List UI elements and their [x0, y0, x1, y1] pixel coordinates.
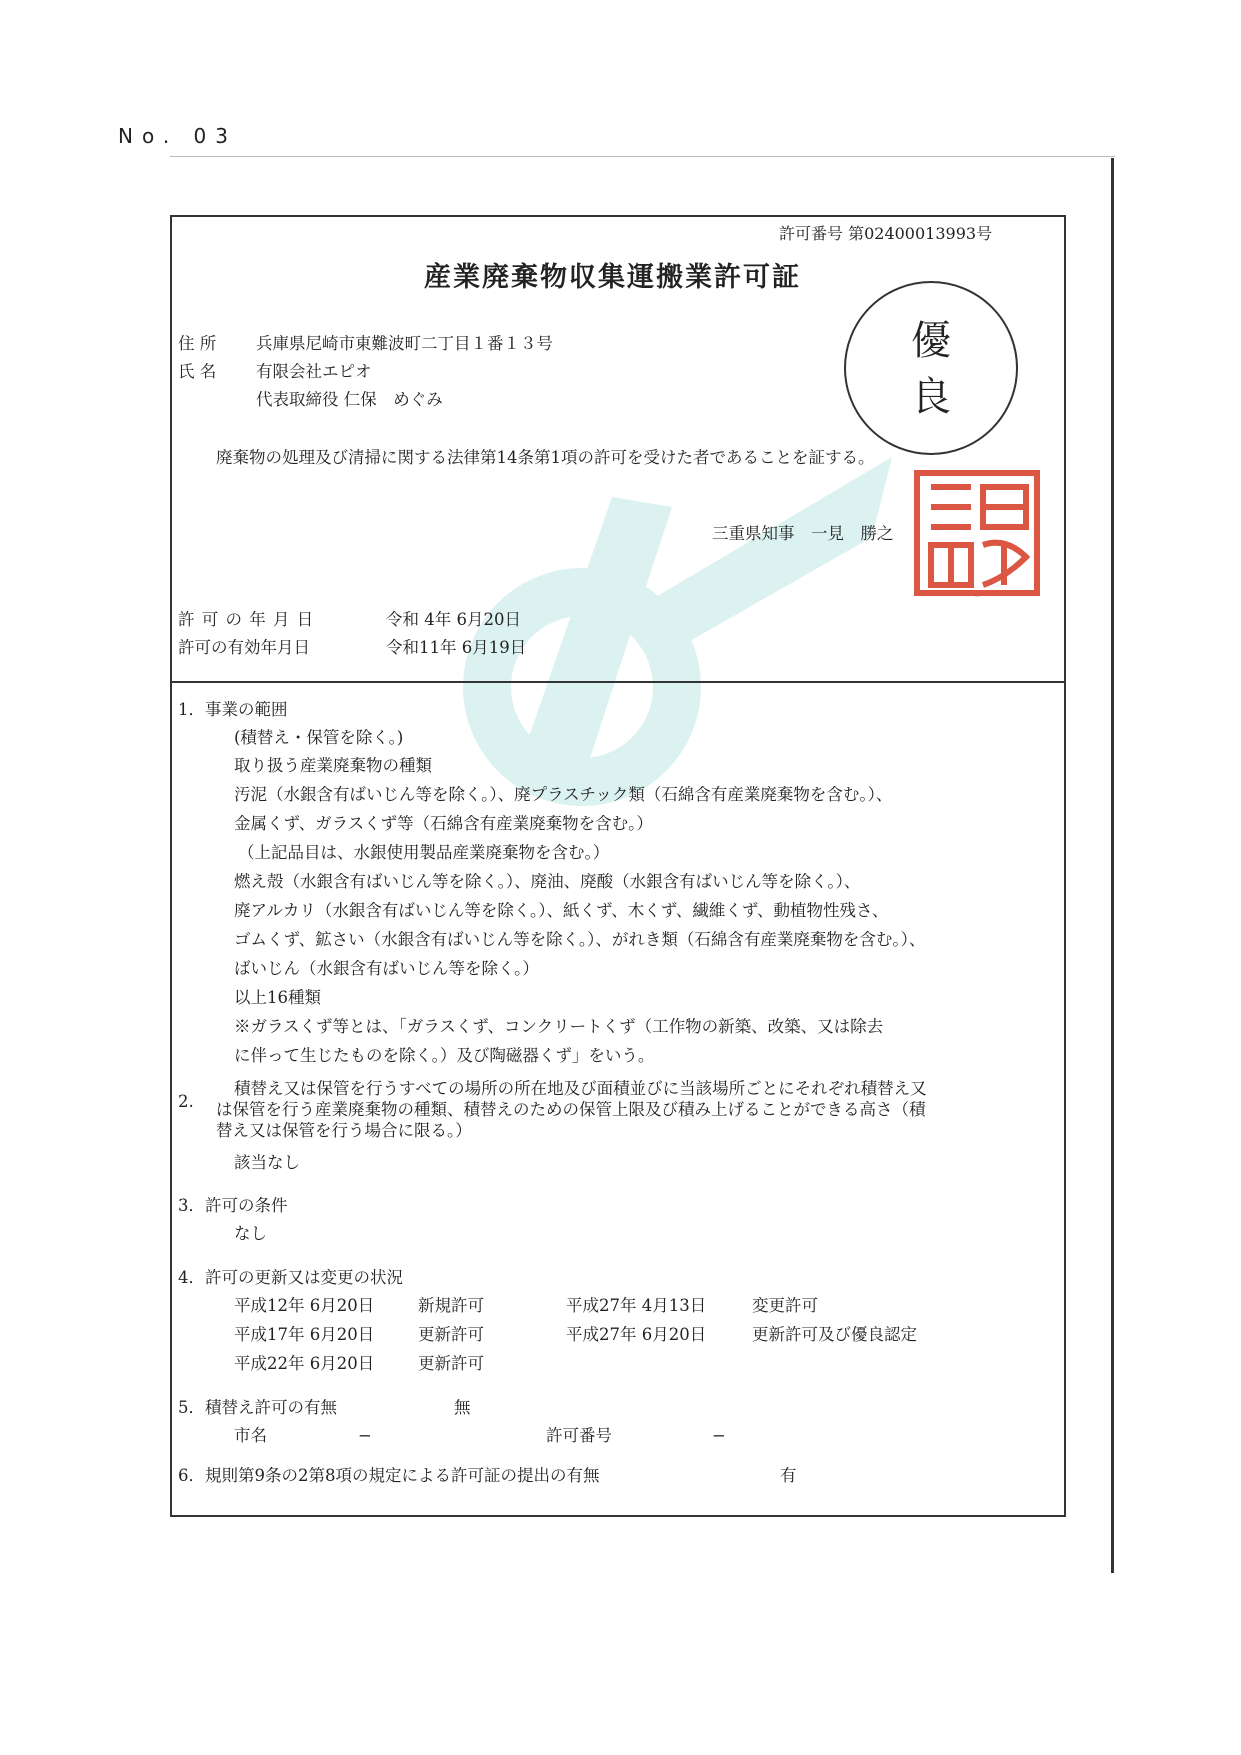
- section-1-line: （上記品目は、水銀使用製品産業廃棄物を含む。）: [238, 843, 610, 862]
- section-2-text: 替え又は保管を行う場合に限る。）: [216, 1121, 472, 1140]
- section-1-line: 燃え殻（水銀含有ばいじん等を除く。）、廃油、廃酸（水銀含有ばいじん等を除く。）、: [234, 872, 861, 891]
- address-value: 兵庫県尼崎市東難波町二丁目１番１３号: [256, 334, 553, 353]
- transfer-permit-value: −: [712, 1426, 726, 1445]
- section-3-heading: 3．許可の条件: [178, 1196, 288, 1215]
- official-seal: [911, 467, 1043, 599]
- section-5-heading: 5．積替え許可の有無: [178, 1398, 337, 1417]
- section-2-value: 該当なし: [234, 1153, 300, 1172]
- section-1-line: 取り扱う産業廃棄物の種類: [234, 756, 432, 775]
- section-1-line: 汚泥（水銀含有ばいじん等を除く。）、廃プラスチック類（石綿含有産業廃棄物を含む。）、: [234, 785, 893, 804]
- scan-edge-right: [1111, 158, 1114, 1573]
- excellent-stamp: [844, 281, 1018, 455]
- section-2-text: は保管を行う産業廃棄物の種類、積替えのための保管上限及び積み上げることができる高さ（積: [216, 1100, 926, 1119]
- history-type: 更新許可及び優良認定: [752, 1325, 917, 1344]
- section-1-line: ゴムくず、鉱さい（水銀含有ばいじん等を除く。）、がれき類（石綿含有産業廃棄物を含む。）、: [234, 930, 926, 949]
- section-6-value: 有: [780, 1466, 797, 1485]
- section-1-line: ※ガラスくず等とは、「ガラスくず、コンクリートくず（工作物の新築、改築、又は除去: [234, 1017, 884, 1036]
- section-1-line: (積替え・保管を除く。): [234, 728, 404, 747]
- section-1-line: ばいじん（水銀含有ばいじん等を除く。）: [234, 959, 539, 978]
- transfer-permit-label: 許可番号: [546, 1426, 612, 1445]
- history-date: 平成22年 6月20日: [234, 1354, 375, 1373]
- stamp-char-2: 良: [911, 374, 951, 420]
- section-3-value: なし: [234, 1224, 267, 1243]
- representative: 代表取締役 仁保 めぐみ: [256, 390, 443, 409]
- history-date: 平成27年 6月20日: [566, 1325, 707, 1344]
- expiry-date-label: 許可の有効年月日: [178, 638, 310, 657]
- history-date: 平成27年 4月13日: [566, 1296, 707, 1315]
- section-1-line: 以上16種類: [234, 988, 321, 1007]
- company-name: 有限会社エピオ: [256, 362, 372, 381]
- history-type: 変更許可: [752, 1296, 818, 1315]
- document-number: No. 03: [118, 124, 238, 148]
- section-2-number: 2.: [178, 1092, 194, 1111]
- stamp-char-1: 優: [911, 318, 951, 364]
- history-date: 平成12年 6月20日: [234, 1296, 375, 1315]
- history-type: 新規許可: [418, 1296, 484, 1315]
- history-date: 平成17年 6月20日: [234, 1325, 375, 1344]
- certification-statement: 廃棄物の処理及び清掃に関する法律第14条第1項の許可を受けた者であることを証する。: [216, 448, 875, 467]
- permit-date-label: 許 可 の 年 月 日: [178, 610, 315, 629]
- permit-date: 令和 4年 6月20日: [386, 610, 521, 629]
- name-label: 氏 名: [178, 362, 217, 381]
- address-label: 住 所: [178, 334, 217, 353]
- seal-text: 三重県知事印: [974, 597, 980, 598]
- section-1-line: に伴って生じたものを除く。）及び陶磁器くず」をいう。: [234, 1046, 655, 1065]
- section-1-line: 金属くず、ガラスくず等（石綿含有産業廃棄物を含む。）: [234, 814, 653, 833]
- city-label: 市名: [234, 1426, 267, 1445]
- section-6-heading: 6．規則第9条の2第8項の規定による許可証の提出の有無: [178, 1466, 600, 1485]
- section-1-line: 廃アルカリ（水銀含有ばいじん等を除く。）、紙くず、木くず、繊維くず、動植物性残さ、: [234, 901, 889, 920]
- section-2-text: 積替え又は保管を行うすべての場所の所在地及び面積並びに当該場所ごとにそれぞれ積替え又: [234, 1079, 927, 1098]
- city-value: −: [358, 1426, 372, 1445]
- certificate-frame: [170, 215, 1066, 1517]
- history-type: 更新許可: [418, 1354, 484, 1373]
- section-divider: [172, 681, 1064, 683]
- section-1-heading: 1．事業の範囲: [178, 700, 288, 719]
- page-title: 産業廃棄物収集運搬業許可証: [424, 262, 801, 293]
- section-4-heading: 4．許可の更新又は変更の状況: [178, 1268, 403, 1287]
- section-5-value: 無: [454, 1398, 471, 1417]
- issuer-name: 三重県知事 一見 勝之: [712, 524, 894, 543]
- expiry-date: 令和11年 6月19日: [386, 638, 527, 657]
- scan-edge-top: [170, 156, 1115, 157]
- history-type: 更新許可: [418, 1325, 484, 1344]
- prefecture-logo-watermark: [372, 337, 892, 837]
- permit-number: 許可番号 第02400013993号: [779, 224, 993, 243]
